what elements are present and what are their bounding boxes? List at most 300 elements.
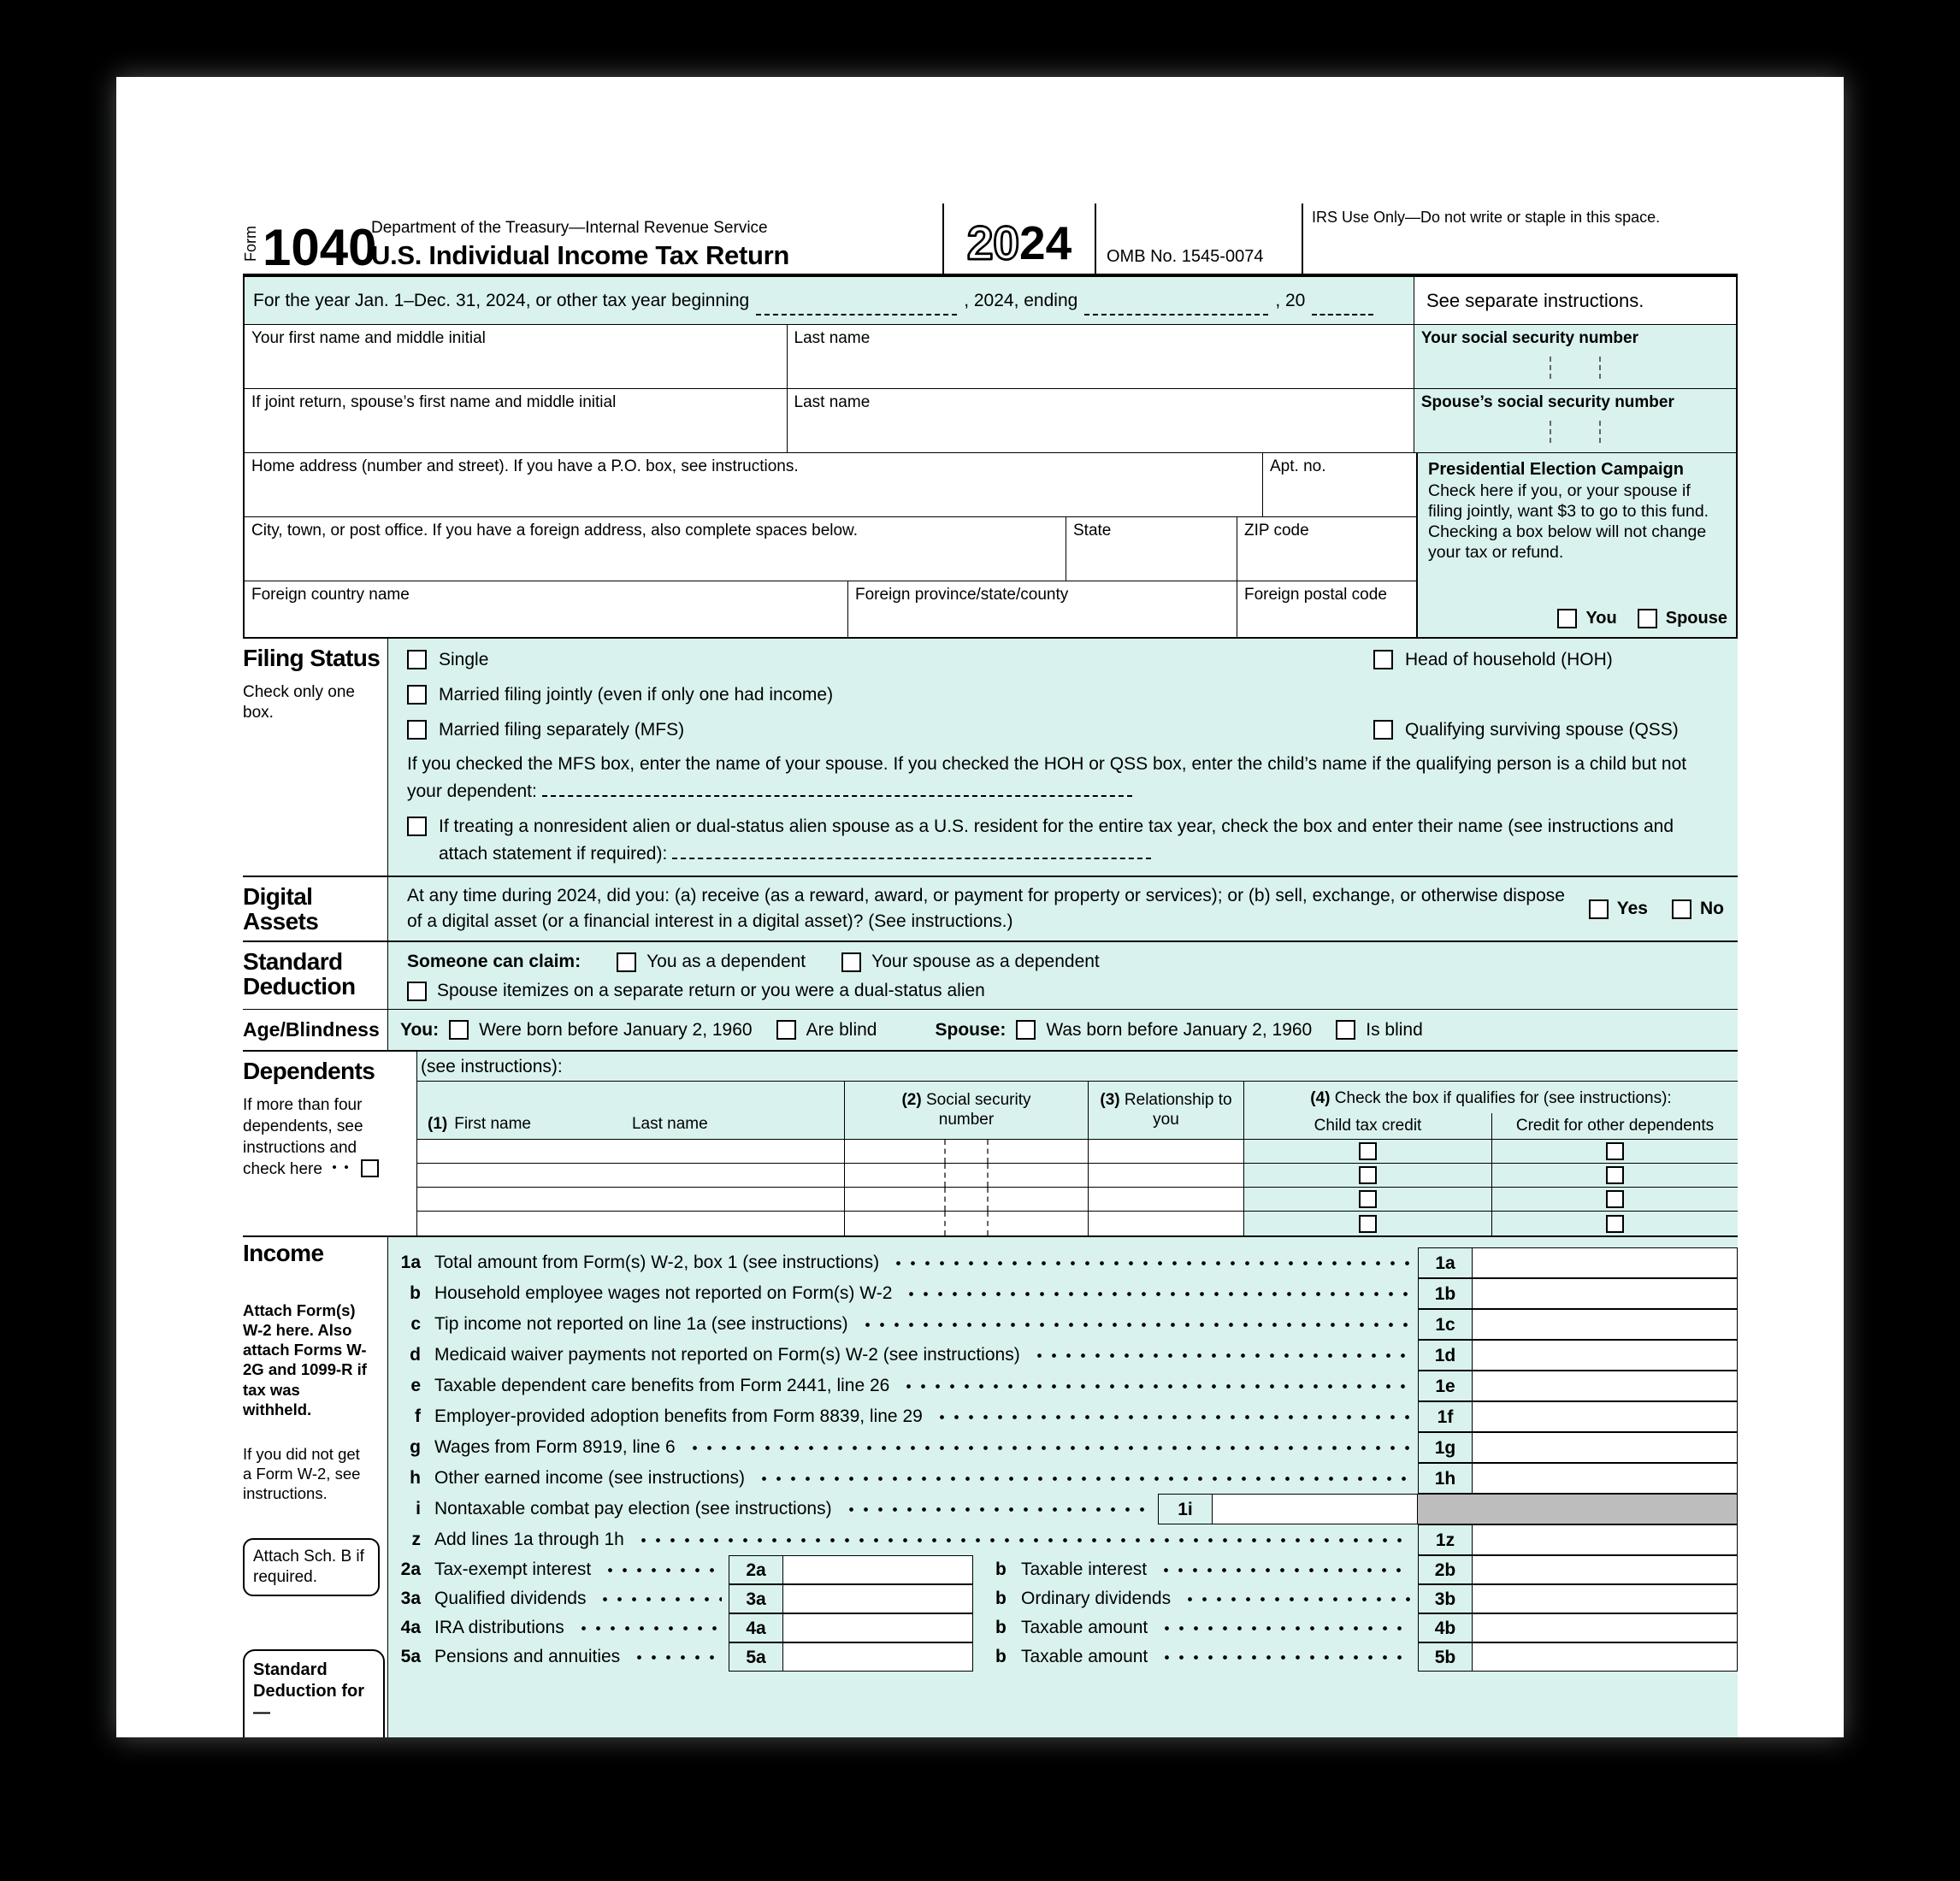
line-box-label: 1z xyxy=(1418,1524,1473,1555)
line-2a-amount-input[interactable] xyxy=(783,1555,973,1584)
line-number-b: b xyxy=(995,1560,1007,1579)
campaign-title: Presidential Election Campaign xyxy=(1428,460,1684,479)
dependent-row-4 xyxy=(417,1212,1738,1235)
digital-assets-no-checkbox[interactable] xyxy=(1672,899,1691,919)
tax-year-text xyxy=(245,277,1414,324)
home-address-label: Home address (number and street). If you have a P.O. box, see instructions. xyxy=(251,457,799,475)
spouse-itemizes-row xyxy=(407,976,1726,1005)
home-address-row xyxy=(245,453,1417,517)
cod-cell xyxy=(1492,1188,1738,1211)
line-label: Medicaid waiver payments not reported on Form(s) W-2 (see instructions) xyxy=(434,1345,1020,1365)
ctc-checkbox[interactable] xyxy=(1359,1166,1377,1184)
col3-label: Relationship to you xyxy=(1124,1090,1232,1129)
qualifying-person-name-input[interactable] xyxy=(542,790,1132,797)
dependent-relationship-input[interactable] xyxy=(1089,1140,1244,1163)
ssn-field[interactable] xyxy=(1414,325,1736,388)
line-label-b: Ordinary dividends xyxy=(1021,1589,1172,1608)
dependent-relationship-input[interactable] xyxy=(1089,1212,1244,1235)
dependents-sidebar xyxy=(243,1052,417,1235)
form-page xyxy=(116,77,1844,1737)
nra-spouse-name-input[interactable] xyxy=(672,852,1151,859)
spouse-ssn-label: Spouse’s social security number xyxy=(1420,393,1674,411)
credit-other-dependents-header: Credit for other dependents xyxy=(1515,1117,1715,1135)
income-lines xyxy=(388,1237,1738,1737)
line-number: f xyxy=(415,1406,421,1426)
spouse-as-dependent-label: Your spouse as a dependent xyxy=(871,952,1100,971)
filing-status-sidebar xyxy=(243,639,388,876)
presidential-campaign-box xyxy=(1417,453,1736,637)
line-number: 5a xyxy=(400,1647,421,1666)
line-label: Tax-exempt interest xyxy=(434,1560,592,1579)
foreign-address-row xyxy=(245,581,1417,637)
dot-leader xyxy=(593,1584,722,1613)
you-blind-checkbox[interactable] xyxy=(776,1020,796,1040)
col4-sublabels xyxy=(1244,1113,1738,1139)
foreign-postal-field[interactable] xyxy=(1237,581,1417,637)
dot-leader xyxy=(327,1159,356,1174)
hoh-checkbox[interactable] xyxy=(1373,650,1393,669)
income-line-4 xyxy=(388,1613,1738,1642)
line-number: 2a xyxy=(400,1560,421,1579)
filing-status-options xyxy=(388,639,1738,876)
you-as-dependent-checkbox[interactable] xyxy=(617,952,636,972)
attach-schb-note: Attach Sch. B if required. xyxy=(243,1538,380,1596)
income-section xyxy=(243,1235,1738,1737)
nra-spouse-checkbox[interactable] xyxy=(407,817,427,836)
filing-status-section xyxy=(243,637,1738,876)
more-dependents-note xyxy=(243,1095,393,1181)
line-label: Qualified dividends xyxy=(434,1589,587,1608)
line-4a-amount-input[interactable] xyxy=(783,1613,973,1642)
age-spouse-label: Spouse: xyxy=(935,1019,1007,1040)
child-tax-credit-header: Child tax credit xyxy=(1244,1113,1492,1139)
dot-leader xyxy=(598,1555,722,1584)
dot-leader xyxy=(839,1494,1151,1524)
someone-can-claim-row xyxy=(407,947,1726,976)
form-word-label: Form xyxy=(242,226,259,262)
spouse-born-before-checkbox[interactable] xyxy=(1016,1020,1036,1040)
cod-checkbox[interactable] xyxy=(1606,1215,1624,1233)
spouse-name-row xyxy=(245,389,1736,453)
someone-can-claim-label: Someone can claim: xyxy=(407,952,582,971)
dependent-row-2 xyxy=(417,1164,1738,1188)
line-number: 3a xyxy=(400,1589,421,1608)
address-block xyxy=(245,453,1736,637)
line-4b-amount-input[interactable] xyxy=(1473,1613,1738,1642)
line-box-label: 1i xyxy=(1158,1494,1213,1524)
dependents-ssn-header xyxy=(845,1082,1089,1139)
no-w2-note: If you did not get a Form W-2, see instructions. xyxy=(243,1445,361,1503)
tax-year-ending-input[interactable] xyxy=(1084,286,1268,315)
ctc-checkbox[interactable] xyxy=(1359,1215,1377,1233)
spouse-first-name-field[interactable] xyxy=(245,389,788,452)
nra-spouse-row xyxy=(407,813,1726,867)
line-label: IRA distributions xyxy=(434,1618,564,1637)
line-number-b: b xyxy=(995,1618,1007,1637)
dependent-row-1 xyxy=(417,1140,1738,1164)
ctc-cell xyxy=(1244,1188,1492,1211)
standard-deduction-options xyxy=(388,942,1738,1009)
filing-row-3 xyxy=(407,712,1726,747)
single-checkbox[interactable] xyxy=(407,650,427,669)
line-box-label: 5b xyxy=(1418,1642,1473,1672)
col2-number: (2) xyxy=(901,1090,922,1109)
ctc-cell xyxy=(1244,1164,1492,1187)
income-line-5 xyxy=(388,1642,1738,1672)
spouse-born-before-label: Was born before January 2, 1960 xyxy=(1046,1019,1313,1040)
year-text-2: , 2024, ending xyxy=(964,290,1078,310)
digital-assets-yes-checkbox[interactable] xyxy=(1589,899,1609,919)
qss-label: Qualifying surviving spouse (QSS) xyxy=(1405,719,1679,740)
line-3b-amount-input[interactable] xyxy=(1473,1584,1738,1613)
spouse-blind-label: Is blind xyxy=(1366,1019,1423,1040)
dependent-relationship-input[interactable] xyxy=(1089,1164,1244,1187)
age-blindness-heading: Age/Blindness xyxy=(243,1018,380,1041)
digital-assets-yes-label: Yes xyxy=(1616,899,1648,918)
foreign-country-label: Foreign country name xyxy=(251,586,410,604)
apt-no-field[interactable] xyxy=(1263,453,1417,516)
line-label: Nontaxable combat pay election (see instructions) xyxy=(434,1499,832,1518)
line-box-label: 1a xyxy=(1418,1247,1473,1278)
col1-first-name-label: First name xyxy=(454,1115,531,1133)
ctc-cell xyxy=(1244,1212,1492,1235)
standard-deduction-heading: Standard Deduction xyxy=(243,948,356,1000)
cod-checkbox[interactable] xyxy=(1606,1166,1624,1184)
cod-cell xyxy=(1492,1212,1738,1235)
nra-note-text: If treating a nonresident alien or dual-status alien spouse as a U.S. resident for the entire tax year, check the box and enter their name (see instructions and attach statement if required): xyxy=(439,817,1674,864)
dependent-name-input[interactable] xyxy=(417,1212,845,1235)
income-heading: Income xyxy=(243,1240,324,1266)
hoh-option xyxy=(1373,650,1613,670)
line-box-label: 1d xyxy=(1418,1340,1473,1371)
tax-year-beginning-input[interactable] xyxy=(756,286,957,315)
col4-text: Check the box if qualifies for (see instructions): xyxy=(1334,1088,1672,1107)
city-row xyxy=(245,517,1417,581)
line-label: Tip income not reported on line 1a (see instructions) xyxy=(434,1314,848,1334)
dependent-ssn-input[interactable] xyxy=(845,1140,1089,1163)
state-label: State xyxy=(1073,522,1112,540)
address-fields xyxy=(245,453,1417,637)
spouse-as-dependent-checkbox[interactable] xyxy=(841,952,861,972)
ssn-label: Your social security number xyxy=(1420,329,1638,347)
age-blindness-sidebar xyxy=(243,1010,388,1050)
line-number: c xyxy=(410,1314,421,1334)
ctc-cell xyxy=(1244,1140,1492,1163)
single-label: Single xyxy=(439,649,489,669)
dependent-ssn-input[interactable] xyxy=(845,1164,1089,1187)
foreign-country-field[interactable] xyxy=(245,581,848,637)
omb-number: OMB No. 1545-0074 xyxy=(1107,247,1264,266)
line-5b-amount-input[interactable] xyxy=(1473,1642,1738,1672)
you-blind-label: Are blind xyxy=(806,1019,877,1040)
dot-leader xyxy=(752,1463,1411,1494)
line-box-label: 3a xyxy=(729,1584,783,1613)
dependent-relationship-input[interactable] xyxy=(1089,1188,1244,1211)
standard-deduction-sidebar xyxy=(243,942,388,1009)
income-line-1c xyxy=(388,1309,1738,1340)
standard-deduction-section xyxy=(243,940,1738,1009)
first-name-label: Your first name and middle initial xyxy=(251,329,486,347)
income-line-2 xyxy=(388,1555,1738,1584)
income-sidebar xyxy=(243,1237,388,1737)
see-instructions-note: See separate instructions. xyxy=(1414,277,1736,324)
col1-last-name-label: Last name xyxy=(631,1115,708,1133)
line-2b-amount-input[interactable] xyxy=(1473,1555,1738,1584)
tax-year xyxy=(942,203,1096,274)
col4-label xyxy=(1244,1082,1738,1113)
dot-leader xyxy=(886,1247,1411,1278)
line-box-label: 1h xyxy=(1418,1463,1473,1494)
city-label: City, town, or post office. If you have a foreign address, also complete spaces below. xyxy=(251,522,859,540)
line-number: i xyxy=(416,1499,421,1518)
dot-leader xyxy=(1154,1555,1411,1584)
dot-leader xyxy=(631,1524,1411,1555)
dependents-table-header xyxy=(417,1082,1738,1140)
spouse-last-name-label: Last name xyxy=(794,393,871,411)
dot-leader xyxy=(896,1371,1411,1401)
income-line-1e xyxy=(388,1371,1738,1401)
you-as-dependent-label: You as a dependent xyxy=(646,952,806,971)
line-3a-amount-input[interactable] xyxy=(783,1584,973,1613)
age-you-label: You: xyxy=(400,1019,440,1040)
department-label: Department of the Treasury—Internal Revenue Service xyxy=(371,219,768,237)
dependents-heading: Dependents xyxy=(243,1058,375,1084)
campaign-spouse-label: Spouse xyxy=(1665,609,1727,628)
line-number: z xyxy=(411,1530,421,1549)
tax-year-row xyxy=(245,277,1736,325)
income-line-1f xyxy=(388,1401,1738,1432)
age-blindness-section xyxy=(243,1009,1738,1050)
col4-number: (4) xyxy=(1310,1088,1331,1107)
digital-assets-section xyxy=(243,876,1738,940)
income-line-1h xyxy=(388,1463,1738,1494)
line-1d-amount-input[interactable] xyxy=(1473,1340,1738,1371)
line-label: Add lines 1a through 1h xyxy=(434,1530,624,1549)
year-text-1: For the year Jan. 1–Dec. 31, 2024, or other tax year beginning xyxy=(253,290,750,310)
form-id-block xyxy=(242,203,377,276)
digital-assets-answers xyxy=(1589,899,1724,919)
qss-checkbox[interactable] xyxy=(1373,720,1393,740)
mfj-checkbox[interactable] xyxy=(407,685,427,705)
irs-use-only-note: IRS Use Only—Do not write or staple in this space. xyxy=(1302,203,1738,274)
line-number: e xyxy=(410,1376,421,1395)
income-line-1b xyxy=(388,1278,1738,1309)
dot-leader xyxy=(1154,1642,1411,1672)
dependent-ssn-input[interactable] xyxy=(845,1212,1089,1235)
line-number: b xyxy=(410,1283,421,1303)
line-label-b: Taxable interest xyxy=(1021,1560,1148,1579)
shaded-noentry-cell xyxy=(1418,1494,1738,1524)
mfj-label: Married filing jointly (even if only one had income) xyxy=(439,684,834,705)
line-number: 4a xyxy=(400,1618,421,1637)
attach-w2-note: Attach Form(s) W-2 here. Also attach Forms W-2G and 1099-R if tax was withheld. xyxy=(243,1301,367,1418)
form-header xyxy=(243,203,1738,277)
digital-assets-question-area xyxy=(388,877,1738,940)
filing-row-1 xyxy=(407,642,1726,677)
line-label: Household employee wages not reported on Form(s) W-2 xyxy=(434,1283,893,1303)
line-number: d xyxy=(410,1345,421,1365)
foreign-postal-label: Foreign postal code xyxy=(1244,586,1387,604)
col3-number: (3) xyxy=(1100,1090,1120,1109)
income-line-1a xyxy=(388,1247,1738,1278)
identity-block xyxy=(243,277,1738,637)
form-1040 xyxy=(243,203,1738,1737)
line-1g-amount-input[interactable] xyxy=(1473,1432,1738,1463)
line-box-label: 1g xyxy=(1418,1432,1473,1463)
line-box-label: 1f xyxy=(1418,1401,1473,1432)
spouse-itemizes-checkbox[interactable] xyxy=(407,982,427,1001)
campaign-body: Check here if you, or your spouse if filing jointly, want $3 to go to this fund. Checking a box below will not change your tax or refund. xyxy=(1428,481,1709,562)
line-box-label: 1b xyxy=(1418,1278,1473,1309)
tax-year-bold-digits: 24 xyxy=(1019,216,1072,269)
cod-cell xyxy=(1492,1140,1738,1163)
line-number: 1a xyxy=(400,1253,421,1272)
line-label: Total amount from Form(s) W-2, box 1 (see instructions) xyxy=(434,1253,880,1272)
digital-assets-question: At any time during 2024, did you: (a) receive (as a reward, award, or payment for property or services); or (b) sell, exchange, or otherwise dispose of a digital asset (or a financial interest in a digital asset)? (See instructions.) xyxy=(407,885,1565,931)
dependents-name-header xyxy=(417,1082,845,1139)
line-label: Pensions and annuities xyxy=(434,1647,621,1666)
home-address-field[interactable] xyxy=(245,453,1263,516)
cod-checkbox[interactable] xyxy=(1606,1142,1624,1160)
dot-leader xyxy=(627,1642,722,1672)
foreign-province-field[interactable] xyxy=(848,581,1237,637)
filing-status-subnote: Check only one box. xyxy=(243,683,355,722)
hoh-label: Head of household (HOH) xyxy=(1405,649,1613,669)
last-name-label: Last name xyxy=(794,329,871,347)
apt-no-label: Apt. no. xyxy=(1270,457,1326,475)
income-line-1z xyxy=(388,1524,1738,1555)
line-label: Employer-provided adoption benefits from Form 8839, line 29 xyxy=(434,1406,923,1426)
dot-leader xyxy=(1027,1340,1411,1371)
line-label: Taxable dependent care benefits from Form 2441, line 26 xyxy=(434,1376,890,1395)
dependents-qualifies-header xyxy=(1244,1082,1738,1139)
line-1z-amount-input[interactable] xyxy=(1473,1524,1738,1555)
dependents-section xyxy=(243,1050,1738,1235)
last-name-field[interactable] xyxy=(788,325,1414,388)
dependent-name-input[interactable] xyxy=(417,1164,845,1187)
city-field[interactable] xyxy=(245,517,1066,581)
filing-status-heading: Filing Status xyxy=(243,645,381,671)
digital-assets-no-label: No xyxy=(1700,899,1724,918)
dot-leader xyxy=(682,1432,1411,1463)
col2-label: Social security number xyxy=(926,1090,1031,1129)
form-title: U.S. Individual Income Tax Return xyxy=(371,240,790,270)
cod-checkbox[interactable] xyxy=(1606,1190,1624,1208)
year-text-3: , 20 xyxy=(1275,290,1306,310)
foreign-province-label: Foreign province/state/county xyxy=(855,586,1069,604)
campaign-you-label: You xyxy=(1585,609,1617,628)
dot-leader xyxy=(930,1401,1411,1432)
cod-cell xyxy=(1492,1164,1738,1187)
income-line-1i xyxy=(388,1494,1738,1524)
dot-leader xyxy=(1178,1584,1411,1613)
income-line-1g xyxy=(388,1432,1738,1463)
standard-deduction-for-note: Standard Deduction for— xyxy=(243,1649,385,1737)
line-box-label: 1e xyxy=(1418,1371,1473,1401)
zip-field[interactable] xyxy=(1237,517,1417,581)
line-1c-amount-input[interactable] xyxy=(1473,1309,1738,1340)
line-1h-amount-input[interactable] xyxy=(1473,1463,1738,1494)
line-number: g xyxy=(410,1437,421,1457)
tax-year-outline-digits: 20 xyxy=(966,216,1019,269)
taxpayer-name-row xyxy=(245,325,1736,389)
zip-label: ZIP code xyxy=(1244,522,1309,540)
line-box-label: 4b xyxy=(1418,1613,1473,1642)
state-field[interactable] xyxy=(1066,517,1237,581)
dot-leader xyxy=(1154,1613,1411,1642)
line-label-b: Taxable amount xyxy=(1021,1647,1148,1666)
dependents-table xyxy=(417,1081,1738,1235)
mfs-label: Married filing separately (MFS) xyxy=(439,719,685,740)
ssn-digit-separators xyxy=(1421,421,1729,443)
line-1a-amount-input[interactable] xyxy=(1473,1247,1738,1278)
line-number-b: b xyxy=(995,1647,1007,1666)
income-line-3 xyxy=(388,1584,1738,1613)
line-1b-amount-input[interactable] xyxy=(1473,1278,1738,1309)
line-number-b: b xyxy=(995,1589,1007,1608)
line-5a-amount-input[interactable] xyxy=(783,1642,973,1672)
dependent-ssn-input[interactable] xyxy=(845,1188,1089,1211)
mfs-note xyxy=(407,751,1726,805)
digital-assets-heading: Digital Assets xyxy=(243,883,319,935)
ctc-checkbox[interactable] xyxy=(1359,1142,1377,1160)
you-born-before-checkbox[interactable] xyxy=(449,1020,469,1040)
line-box-label: 5a xyxy=(729,1642,783,1672)
dot-leader xyxy=(855,1309,1411,1340)
line-box-label: 3b xyxy=(1418,1584,1473,1613)
line-1e-amount-input[interactable] xyxy=(1473,1371,1738,1401)
dot-leader xyxy=(899,1278,1411,1309)
line-box-label: 2b xyxy=(1418,1555,1473,1584)
line-label: Other earned income (see instructions) xyxy=(434,1468,745,1488)
spouse-ssn-field[interactable] xyxy=(1414,389,1736,452)
tax-year-ending-yy-input[interactable] xyxy=(1312,286,1373,315)
line-number: h xyxy=(410,1468,421,1488)
more-dependents-checkbox[interactable] xyxy=(361,1159,379,1177)
spouse-itemizes-label: Spouse itemizes on a separate return or you were a dual-status alien xyxy=(437,981,985,1000)
you-born-before-label: Were born before January 2, 1960 xyxy=(479,1019,753,1040)
qss-option xyxy=(1373,720,1679,740)
mfs-checkbox[interactable] xyxy=(407,720,427,740)
header-title-block xyxy=(371,203,942,274)
dependents-see-instructions: (see instructions): xyxy=(421,1057,563,1076)
dependent-row-3 xyxy=(417,1188,1738,1212)
line-1f-amount-input[interactable] xyxy=(1473,1401,1738,1432)
dependent-name-input[interactable] xyxy=(417,1140,845,1163)
ctc-checkbox[interactable] xyxy=(1359,1190,1377,1208)
campaign-checkboxes xyxy=(1428,609,1727,630)
dependents-table-area xyxy=(417,1052,1738,1235)
dependent-name-input[interactable] xyxy=(417,1188,845,1211)
form-number: 1040 xyxy=(263,219,377,276)
line-box-label: 2a xyxy=(729,1555,783,1584)
first-name-field[interactable] xyxy=(245,325,788,388)
filing-row-2 xyxy=(407,677,1726,712)
line-1i-amount-input[interactable] xyxy=(1213,1494,1418,1524)
line-label-b: Taxable amount xyxy=(1021,1618,1148,1637)
income-line-1d xyxy=(388,1340,1738,1371)
digital-assets-sidebar xyxy=(243,877,388,940)
spouse-blind-checkbox[interactable] xyxy=(1336,1020,1355,1040)
campaign-you-checkbox[interactable] xyxy=(1557,609,1577,628)
age-blindness-options xyxy=(388,1010,1738,1050)
campaign-spouse-checkbox[interactable] xyxy=(1638,609,1657,628)
mfs-note-text: If you checked the MFS box, enter the name of your spouse. If you checked the HOH or QSS box, enter the child’s name if the qualifying person is a child but not your dependent: xyxy=(407,754,1687,801)
more-dependents-text: If more than four dependents, see instructions and check here xyxy=(243,1096,363,1179)
spouse-last-name-field[interactable] xyxy=(788,389,1414,452)
ssn-digit-separators xyxy=(1421,357,1729,379)
dot-leader xyxy=(571,1613,722,1642)
